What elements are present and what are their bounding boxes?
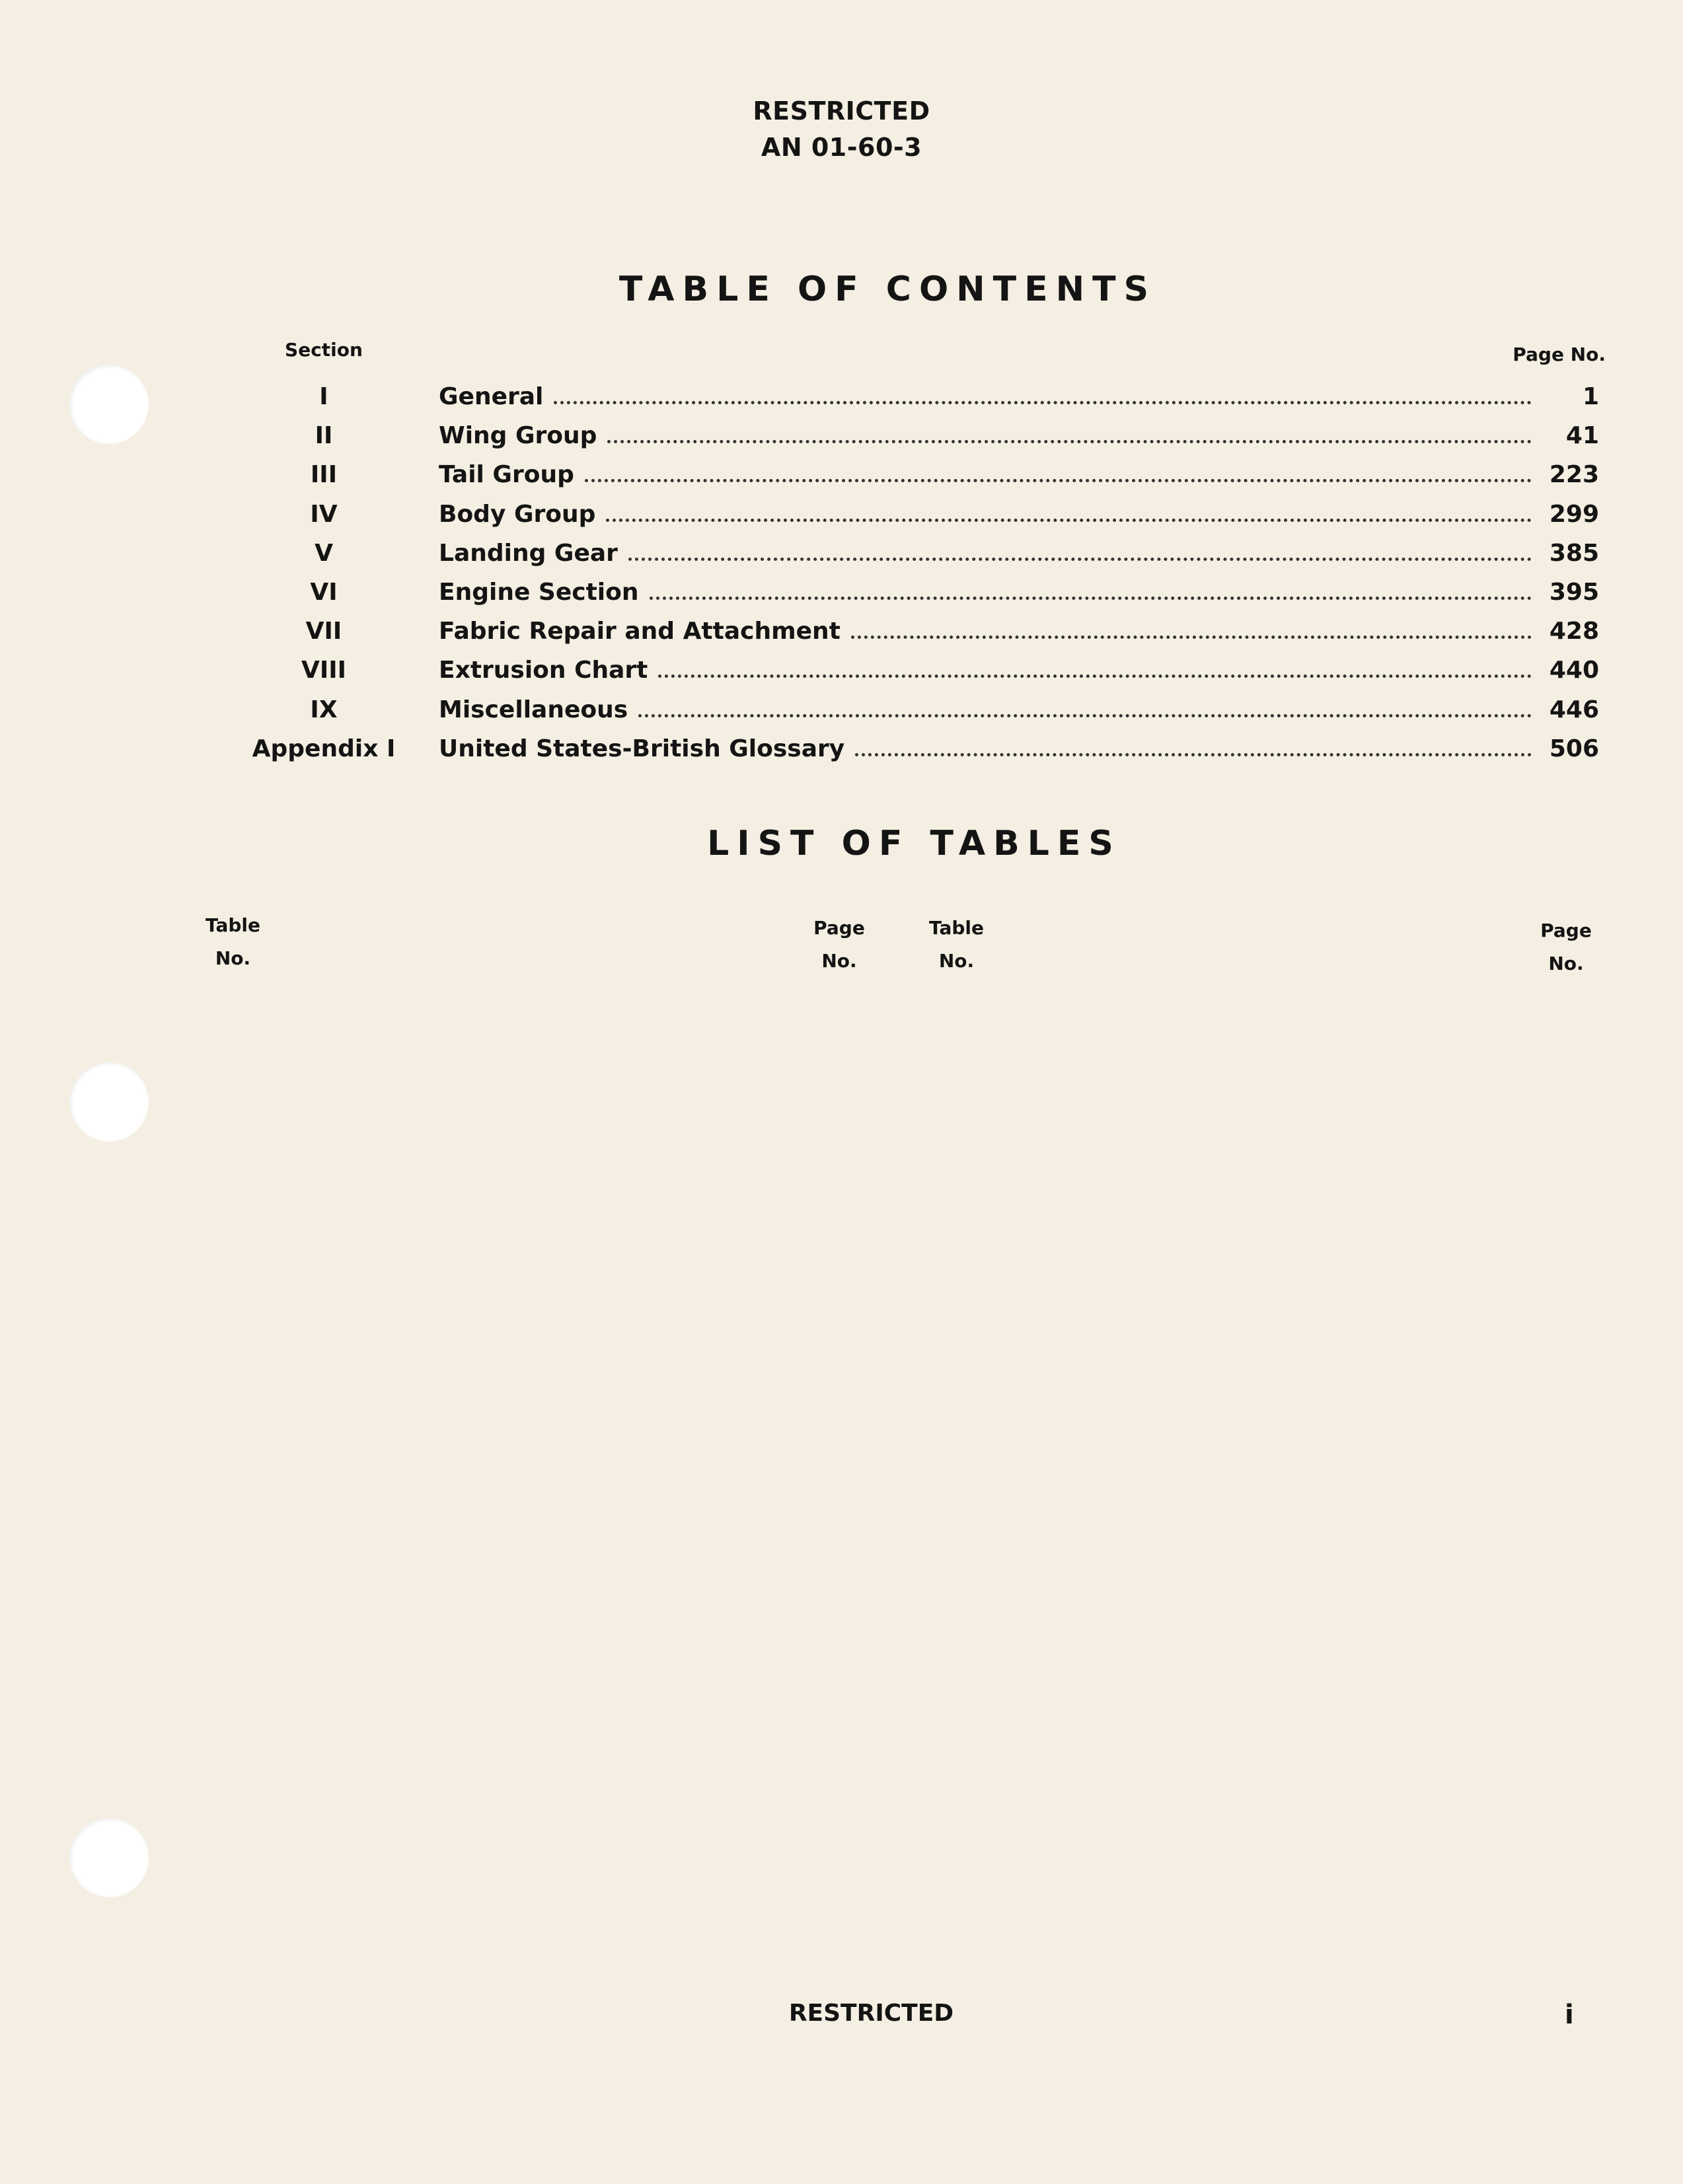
list-of-tables-title: LIST OF TABLES [707,824,1121,863]
toc-section-title: Tail Group [439,461,574,489]
toc-entry [439,540,1599,567]
toc-section-title: Engine Section [439,579,639,606]
toc-page-number: 1 [1582,383,1599,410]
toc-page-number: 446 [1549,696,1599,723]
toc-section-title: Landing Gear [439,539,618,567]
page-no-header-right: Page No. [1540,920,1592,974]
toc-row [238,461,1599,500]
toc-entry [439,383,1599,411]
toc-section-title: Extrusion Chart [439,657,648,684]
toc-row [238,735,1599,774]
toc-section-number: III [310,461,338,489]
punch-hole [69,365,149,444]
toc-entry [439,461,1599,489]
toc-row [238,383,1599,422]
toc-section-number: VIII [301,657,347,684]
toc-row [238,579,1599,618]
toc-entry [439,618,1599,645]
toc-section-title: Body Group [439,500,596,528]
toc-title: TABLE OF CONTENTS [618,270,1157,309]
dot-leader [650,597,1532,600]
toc-row [238,540,1599,579]
toc-section-title: United States-British Glossary [439,735,845,762]
punch-hole [69,1818,149,1897]
toc-row [238,696,1599,735]
toc-entry [439,422,1599,450]
dot-leader [851,636,1532,639]
toc-section-title: Fabric Repair and Attachment [439,618,841,645]
dot-leader [658,674,1532,678]
toc-row [238,422,1599,461]
toc-page-number: 385 [1549,539,1599,567]
toc-entry [439,579,1599,606]
toc-row [238,618,1599,657]
dot-leader [585,479,1532,482]
toc-page-number: 395 [1549,579,1599,606]
toc-page-header: Page No. [1513,344,1606,365]
toc-entry [439,657,1599,684]
toc-section-number: I [319,383,328,410]
toc-section-number: VII [305,618,342,645]
table-no-header-left: Table No. [205,914,260,969]
toc-page-number: 440 [1549,657,1599,684]
toc-row [238,657,1599,696]
header-document-number: AN 01-60-3 [761,133,922,162]
punch-hole [69,1062,149,1142]
toc-section-number: IX [310,696,338,723]
toc-section-number: IV [310,500,338,528]
dot-leader [638,714,1532,717]
toc-page-number: 41 [1565,422,1599,450]
dot-leader [607,440,1532,443]
dot-leader [554,401,1532,404]
header-classification: RESTRICTED [753,96,930,126]
footer-classification: RESTRICTED [788,2000,954,2027]
toc-section-title: General [439,383,544,410]
toc-section-title: Wing Group [439,422,597,450]
page-number: i [1565,2000,1574,2030]
page-no-header-left: Page No. [813,917,865,972]
toc-row [238,501,1599,540]
toc-page-number: 506 [1549,735,1599,762]
toc-section-header: Section [285,339,363,361]
toc-entry [439,501,1599,528]
toc-section-title: Miscellaneous [439,696,628,723]
dot-leader [855,753,1532,756]
toc-page-number: 223 [1549,461,1599,489]
toc-entry [439,696,1599,724]
toc-page-number: 299 [1549,500,1599,528]
dot-leader [628,558,1532,561]
dot-leader [606,519,1532,522]
toc-section-number: VI [310,579,338,606]
toc-entry [439,735,1599,763]
table-no-header-right: Table No. [928,917,984,972]
toc-page-number: 428 [1549,618,1599,645]
toc-section-number: II [315,422,333,450]
toc-section-number: Appendix I [252,735,396,762]
toc-section-number: V [315,539,333,567]
